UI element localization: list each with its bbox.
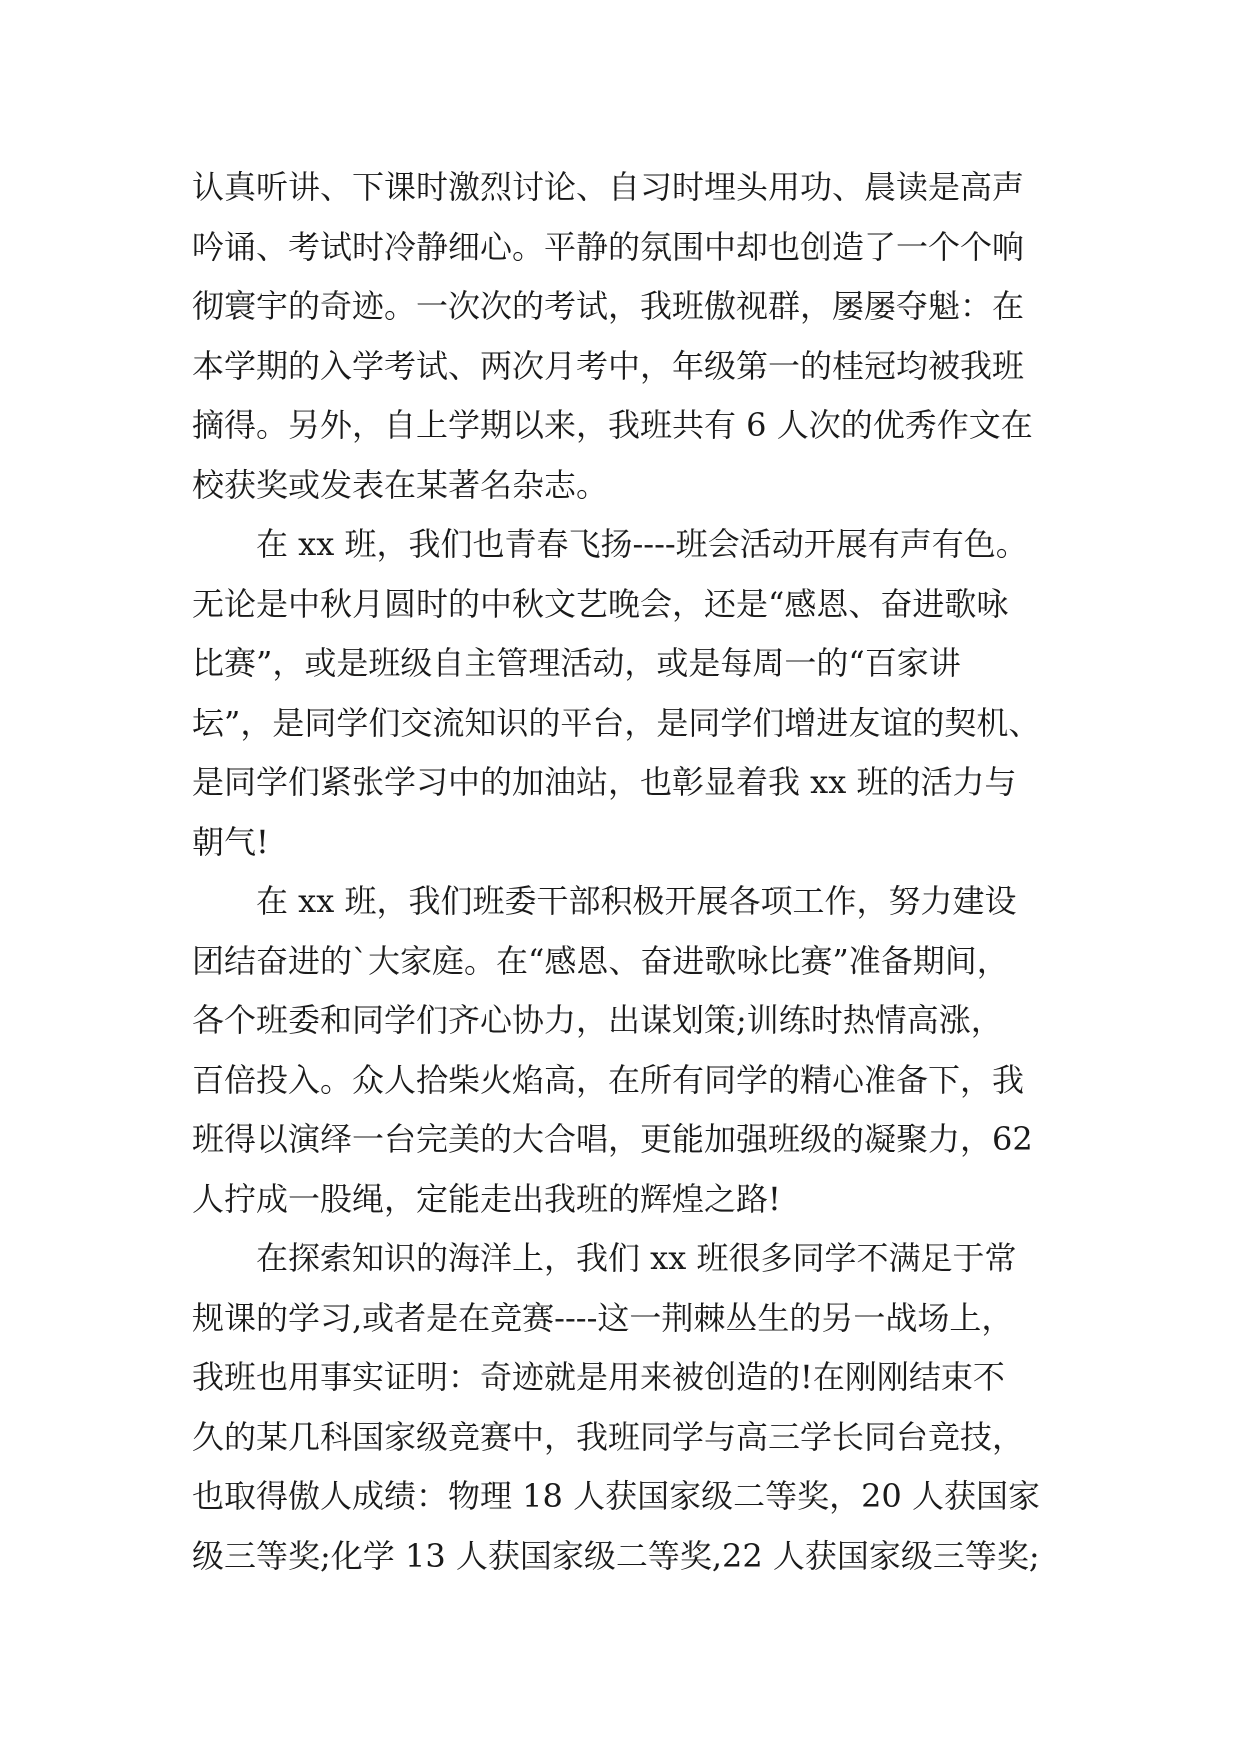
text-line: 认真听讲、下课时激烈讨论、自习时埋头用功、晨读是高声: [192, 168, 1025, 206]
text-line: 彻寰宇的奇迹。一次次的考试，我班傲视群，屡屡夺魁：在: [192, 287, 1025, 325]
text-line: 久的某几科国家级竞赛中，我班同学与高三学长同台竞技，: [192, 1417, 1025, 1456]
text-line: 班得以演绎一台完美的大合唱，更能加强班级的凝聚力，62: [192, 1120, 1033, 1158]
text-line: 校获奖或发表在某著名杂志。: [192, 465, 609, 504]
document-body: [192, 158, 1072, 1586]
text-line: 在 xx 班，我们也青春飞扬----班会活动开展有声有色。: [256, 525, 1028, 563]
paragraph-4: [192, 1229, 1072, 1586]
text-line: 在探索知识的海洋上，我们 xx 班很多同学不满足于常: [256, 1239, 1017, 1277]
text-line: 我班也用事实证明：奇迹就是用来被创造的!在刚刚结束不: [192, 1358, 1005, 1396]
text-line: 摘得。另外，自上学期以来，我班共有 6 人次的优秀作文在: [192, 406, 1033, 444]
paragraph-3: [192, 872, 1072, 1229]
text-line: 在 xx 班，我们班委干部积极开展各项工作，努力建设: [256, 882, 1017, 920]
text-line: 人拧成一股绳，定能走出我班的辉煌之路!: [192, 1179, 781, 1218]
text-line: 无论是中秋月圆时的中秋文艺晚会，还是“感恩、奋进歌咏: [192, 584, 1009, 623]
text-line: 百倍投入。众人拾柴火焰高，在所有同学的精心准备下，我: [192, 1060, 1025, 1099]
text-line: 本学期的入学考试、两次月考中，年级第一的桂冠均被我班: [192, 346, 1025, 385]
text-line: 规课的学习,或者是在竞赛----这一荆棘丛生的另一战场上，: [192, 1298, 1014, 1337]
text-line: 坛”，是同学们交流知识的平台，是同学们增进友谊的契机、: [192, 703, 1041, 742]
text-line: 团结奋进的`大家庭。在“感恩、奋进歌咏比赛”准备期间，: [192, 941, 1009, 980]
text-line: 是同学们紧张学习中的加油站，也彰显着我 xx 班的活力与: [192, 763, 1017, 801]
text-line: 吟诵、考试时冷静细心。平静的氛围中却也创造了一个个响: [192, 227, 1025, 266]
paragraph-2: [192, 515, 1072, 872]
text-line: 级三等奖;化学 13 人获国家级二等奖,22 人获国家级三等奖;: [192, 1536, 1040, 1575]
text-line: 朝气!: [192, 822, 269, 861]
text-line: 比赛”，或是班级自主管理活动，或是每周一的“百家讲: [192, 644, 961, 682]
text-line: 各个班委和同学们齐心协力，出谋划策;训练时热情高涨，: [192, 1001, 1003, 1039]
text-line: 也取得傲人成绩：物理 18 人获国家级二等奖，20 人获国家: [192, 1477, 1040, 1515]
paragraph-1: [192, 158, 1072, 515]
